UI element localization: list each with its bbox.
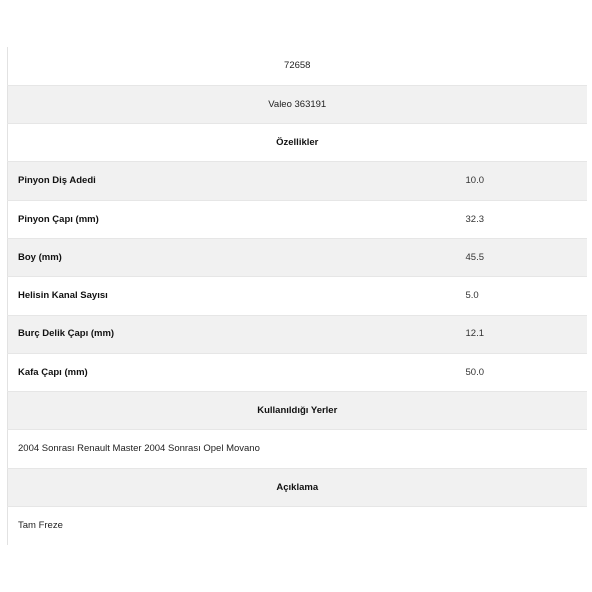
feature-value: 10.0: [456, 162, 587, 200]
usage-text: 2004 Sonrası Renault Master 2004 Sonrası Opel Movano: [8, 430, 587, 468]
usage-row: [8, 430, 587, 468]
feature-label: Boy (mm): [8, 238, 456, 276]
description-row: [8, 507, 587, 545]
product-reference-row: [8, 85, 587, 123]
feature-value: 5.0: [456, 277, 587, 315]
usage-heading-row: [8, 392, 587, 430]
feature-label: Pinyon Çapı (mm): [8, 200, 456, 238]
spec-table: [7, 47, 587, 545]
feature-row: [8, 238, 587, 276]
feature-value: 32.3: [456, 200, 587, 238]
feature-label: Pinyon Diş Adedi: [8, 162, 456, 200]
feature-value: 45.5: [456, 238, 587, 276]
feature-label: Kafa Çapı (mm): [8, 353, 456, 391]
feature-row: [8, 315, 587, 353]
feature-row: [8, 353, 587, 391]
feature-label: Helisin Kanal Sayısı: [8, 277, 456, 315]
feature-value: 50.0: [456, 353, 587, 391]
description-heading: Açıklama: [8, 468, 587, 506]
features-heading-row: [8, 124, 587, 162]
feature-row: [8, 200, 587, 238]
feature-value: 12.1: [456, 315, 587, 353]
product-code-row: [8, 47, 587, 85]
description-text: Tam Freze: [8, 507, 587, 545]
description-heading-row: [8, 468, 587, 506]
features-heading: Özellikler: [8, 124, 587, 162]
product-reference: Valeo 363191: [8, 85, 587, 123]
usage-heading: Kullanıldığı Yerler: [8, 392, 587, 430]
feature-row: [8, 277, 587, 315]
feature-row: [8, 162, 587, 200]
feature-label: Burç Delik Çapı (mm): [8, 315, 456, 353]
product-code: 72658: [8, 47, 587, 85]
